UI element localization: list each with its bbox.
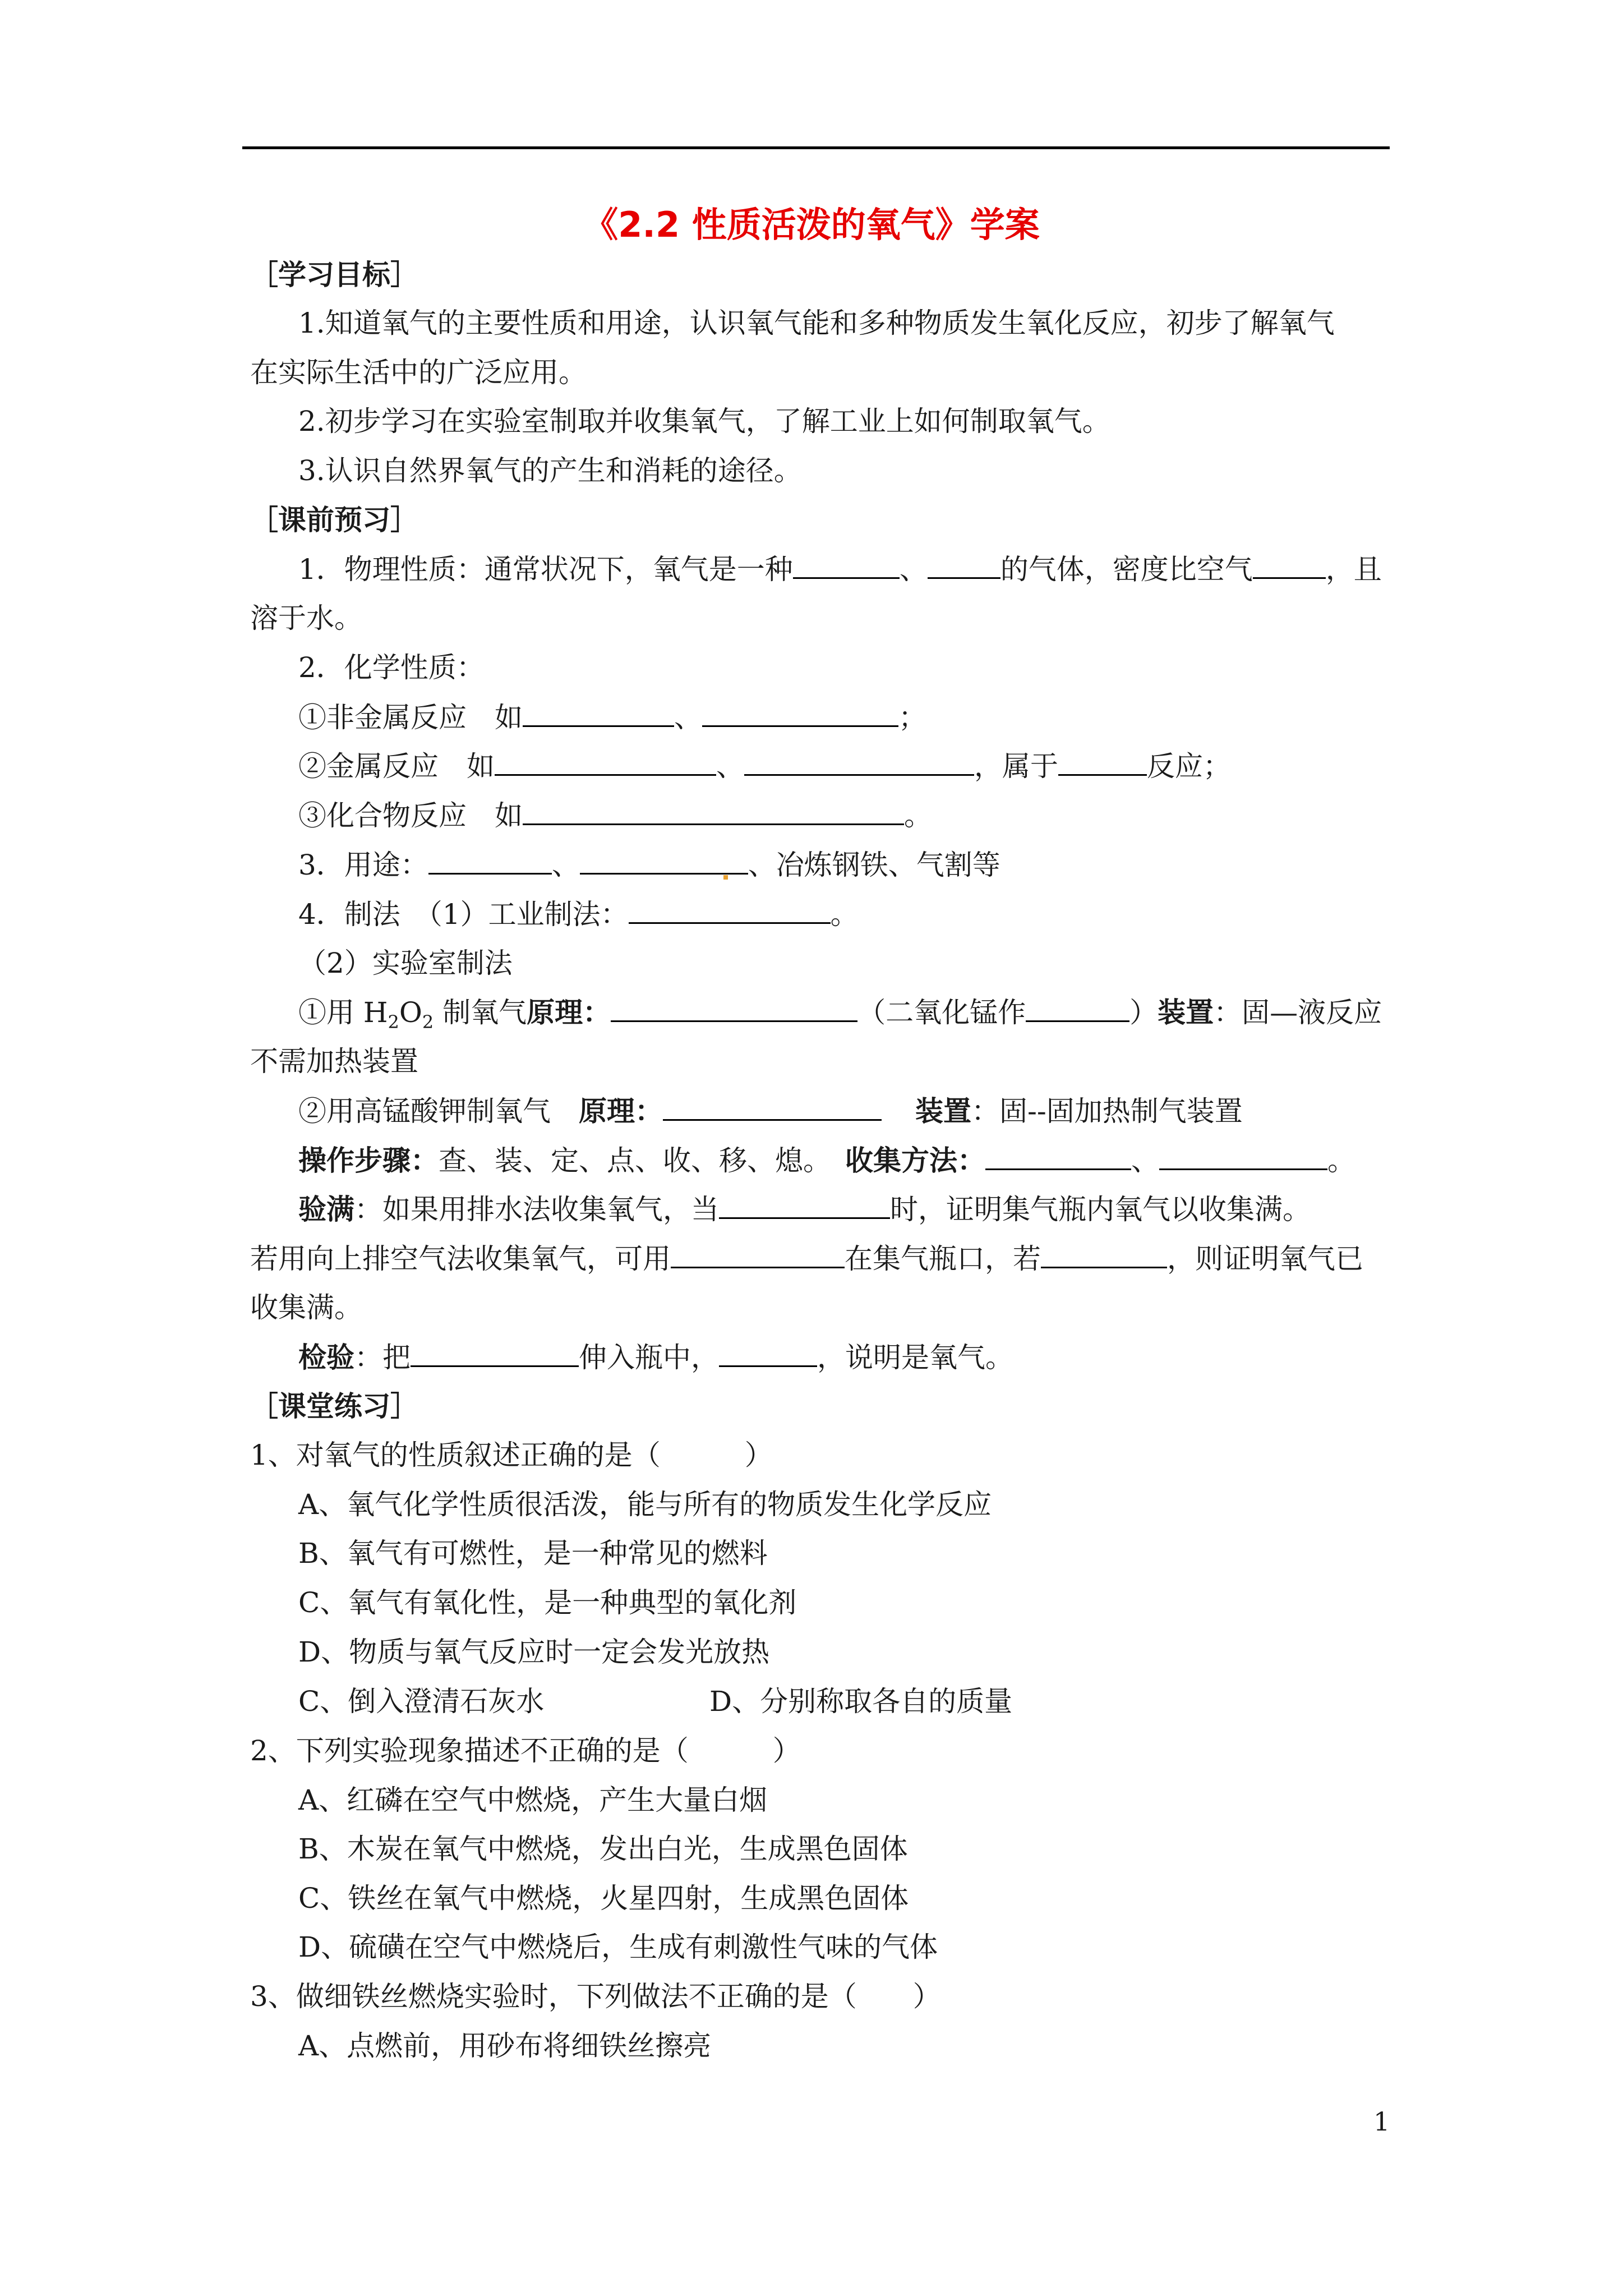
text: 、: [899, 553, 928, 586]
text: 3．用途：: [298, 849, 428, 881]
blank-h2o2-principle[interactable]: [611, 992, 857, 1022]
blank-nonmetal-1[interactable]: [523, 697, 674, 727]
text: 4．制法 （1）工业制法：: [298, 898, 629, 931]
question-1-option: C、氧气有氧化性，是一种典型的氧化剂: [298, 1586, 797, 1619]
question-1-option: B、氧气有可燃性，是一种常见的燃料: [298, 1537, 768, 1570]
text: 若用向上排空气法收集氧气，可用: [250, 1243, 671, 1275]
blank-full-water[interactable]: [719, 1189, 890, 1219]
text: 。: [904, 799, 932, 832]
text: 、: [716, 750, 744, 783]
question-2: 2、下列实验现象描述不正确的是（ ）: [250, 1734, 801, 1767]
question-1-option: D、物质与氧气反应时一定会发光放热: [298, 1636, 770, 1668]
blank-collect-1[interactable]: [985, 1140, 1131, 1170]
objective-2: 2.初步学习在实验室制取并收集氧气，了解工业上如何制取氧气。: [298, 405, 1110, 438]
blank-density[interactable]: [1253, 549, 1326, 579]
text: ：如果用排水法收集氧气，当: [354, 1193, 719, 1226]
blank-catalyst[interactable]: [1026, 992, 1129, 1022]
check-full: [298, 1189, 1311, 1229]
text: 。: [830, 898, 859, 931]
text: 、: [674, 701, 702, 734]
text: ，则证明氧气已: [1167, 1243, 1363, 1275]
principle-label: 原理：: [527, 996, 611, 1029]
question-3: 3、做细铁丝燃烧实验时，下列做法不正确的是（ ）: [250, 1980, 941, 2013]
text: 。: [1327, 1144, 1355, 1177]
text: ②用高锰酸钾制氧气: [298, 1095, 579, 1128]
text: ，且: [1325, 553, 1382, 586]
text: 制氧气: [434, 996, 527, 1029]
text: 、冶炼钢铁、气割等: [748, 849, 1000, 881]
text: ③化合物反应 如: [298, 799, 523, 832]
blank-full-phenomenon[interactable]: [1041, 1239, 1167, 1268]
nonmetal-reaction: [298, 697, 926, 737]
section-preview: ［课前预习］: [250, 504, 418, 536]
blank-kmno4-principle[interactable]: [663, 1091, 882, 1121]
full-label: 验满: [298, 1193, 354, 1226]
text: O: [399, 996, 422, 1029]
h2o2-method: [298, 992, 1382, 1042]
text: ：把: [354, 1341, 411, 1374]
text: 查、装、定、点、收、移、熄。: [439, 1144, 845, 1177]
text: ：固—液反应: [1214, 996, 1382, 1029]
kmno4-method: [298, 1091, 1243, 1131]
objective-1-cont: 在实际生活中的广泛应用。: [250, 356, 587, 389]
subscript: 2: [388, 1011, 399, 1033]
collect-label: 收集方法：: [845, 1144, 985, 1177]
device-label: 装置: [915, 1095, 971, 1128]
chemical-properties: 2．化学性质：: [298, 651, 485, 684]
check-full-cont: [250, 1239, 1363, 1278]
blank-test-phenomenon[interactable]: [719, 1337, 817, 1367]
text: ①非金属反应 如: [298, 701, 523, 734]
blank-reaction-type[interactable]: [1058, 746, 1147, 776]
text: 、: [1131, 1144, 1159, 1177]
question-3-option: A、点燃前，用砂布将细铁丝擦亮: [298, 2030, 712, 2062]
text: ，说明是氧气。: [817, 1341, 1013, 1374]
text: ；: [898, 701, 926, 734]
blank-compound[interactable]: [523, 795, 904, 825]
physical-properties: [298, 549, 1382, 589]
compound-reaction: [298, 795, 932, 835]
question-2-option: C、铁丝在氧气中燃烧，火星四射，生成黑色固体: [298, 1882, 909, 1915]
text: 、: [551, 849, 580, 881]
blank-industrial[interactable]: [629, 894, 831, 924]
question-2-option: B、木炭在氧气中燃烧，发出白光，生成黑色固体: [298, 1833, 908, 1865]
question-2-option: D、硫磺在空气中燃烧后，生成有刺激性气味的气体: [298, 1931, 938, 1963]
header-rule: [242, 146, 1390, 149]
section-objectives: ［学习目标］: [250, 259, 418, 291]
blank-use-1[interactable]: [428, 845, 552, 875]
highlight-mark: [723, 875, 728, 880]
text: 时，证明集气瓶内氧气以收集满。: [890, 1193, 1311, 1226]
text: ：固--固加热制气装置: [971, 1095, 1243, 1128]
objective-3: 3.认识自然界氧气的产生和消耗的途径。: [298, 454, 802, 487]
text: ①用 H: [298, 996, 388, 1029]
blank-metal-1[interactable]: [495, 746, 716, 776]
subscript: 2: [422, 1011, 434, 1033]
question-1-option: A、氧气化学性质很活泼，能与所有的物质发生化学反应: [298, 1488, 992, 1521]
text: ）: [1129, 996, 1158, 1029]
question-2-option: A、红磷在空气中燃烧，产生大量白烟: [298, 1784, 768, 1816]
blank-odor[interactable]: [928, 549, 1000, 579]
h2o2-method-cont: 不需加热装置: [250, 1045, 418, 1078]
check-full-end: 收集满。: [250, 1291, 362, 1324]
text: 伸入瓶中，: [579, 1341, 719, 1374]
test-label: 检验: [298, 1341, 354, 1374]
text: 反应；: [1147, 750, 1231, 783]
question-1-extra-right: D、分别称取各自的质量: [709, 1685, 1013, 1718]
principle-label: 原理：: [579, 1095, 663, 1128]
blank-full-tool[interactable]: [671, 1239, 845, 1268]
text: 的气体，密度比空气: [1000, 553, 1253, 586]
blank-metal-2[interactable]: [744, 746, 974, 776]
text: （二氧化锰作: [857, 996, 1026, 1029]
blank-color[interactable]: [793, 549, 900, 579]
blank-use-2[interactable]: [580, 845, 748, 875]
physical-properties-cont: 溶于水。: [250, 602, 362, 634]
objective-1: 1.知道氧气的主要性质和用途，认识氧气能和多种物质发生氧化反应，初步了解氧气: [298, 307, 1335, 339]
blank-test-object[interactable]: [411, 1337, 579, 1367]
industrial-method: [298, 894, 859, 934]
uses: [298, 845, 1000, 885]
section-practice: ［课堂练习］: [250, 1390, 418, 1423]
metal-reaction: [298, 746, 1231, 786]
text: 1．物理性质：通常状况下，氧气是一种: [298, 553, 793, 586]
blank-nonmetal-2[interactable]: [702, 697, 898, 727]
question-1: 1、对氧气的性质叙述正确的是（ ）: [250, 1439, 773, 1471]
steps-label: 操作步骤：: [298, 1144, 439, 1177]
device-label: 装置: [1158, 996, 1214, 1029]
operation-steps: [298, 1140, 1355, 1180]
page-title: 《2.2 性质活泼的氧气》学案: [583, 204, 1040, 245]
text: 在集气瓶口，若: [845, 1243, 1041, 1275]
text: ，属于: [974, 750, 1058, 783]
blank-collect-2[interactable]: [1159, 1140, 1327, 1170]
lab-method: （2）实验室制法: [298, 947, 513, 979]
test-oxygen: [298, 1337, 1013, 1377]
page-number: 1: [1373, 2106, 1390, 2137]
text: ②金属反应 如: [298, 750, 495, 783]
question-1-extra-left: C、倒入澄清石灰水: [298, 1685, 545, 1718]
